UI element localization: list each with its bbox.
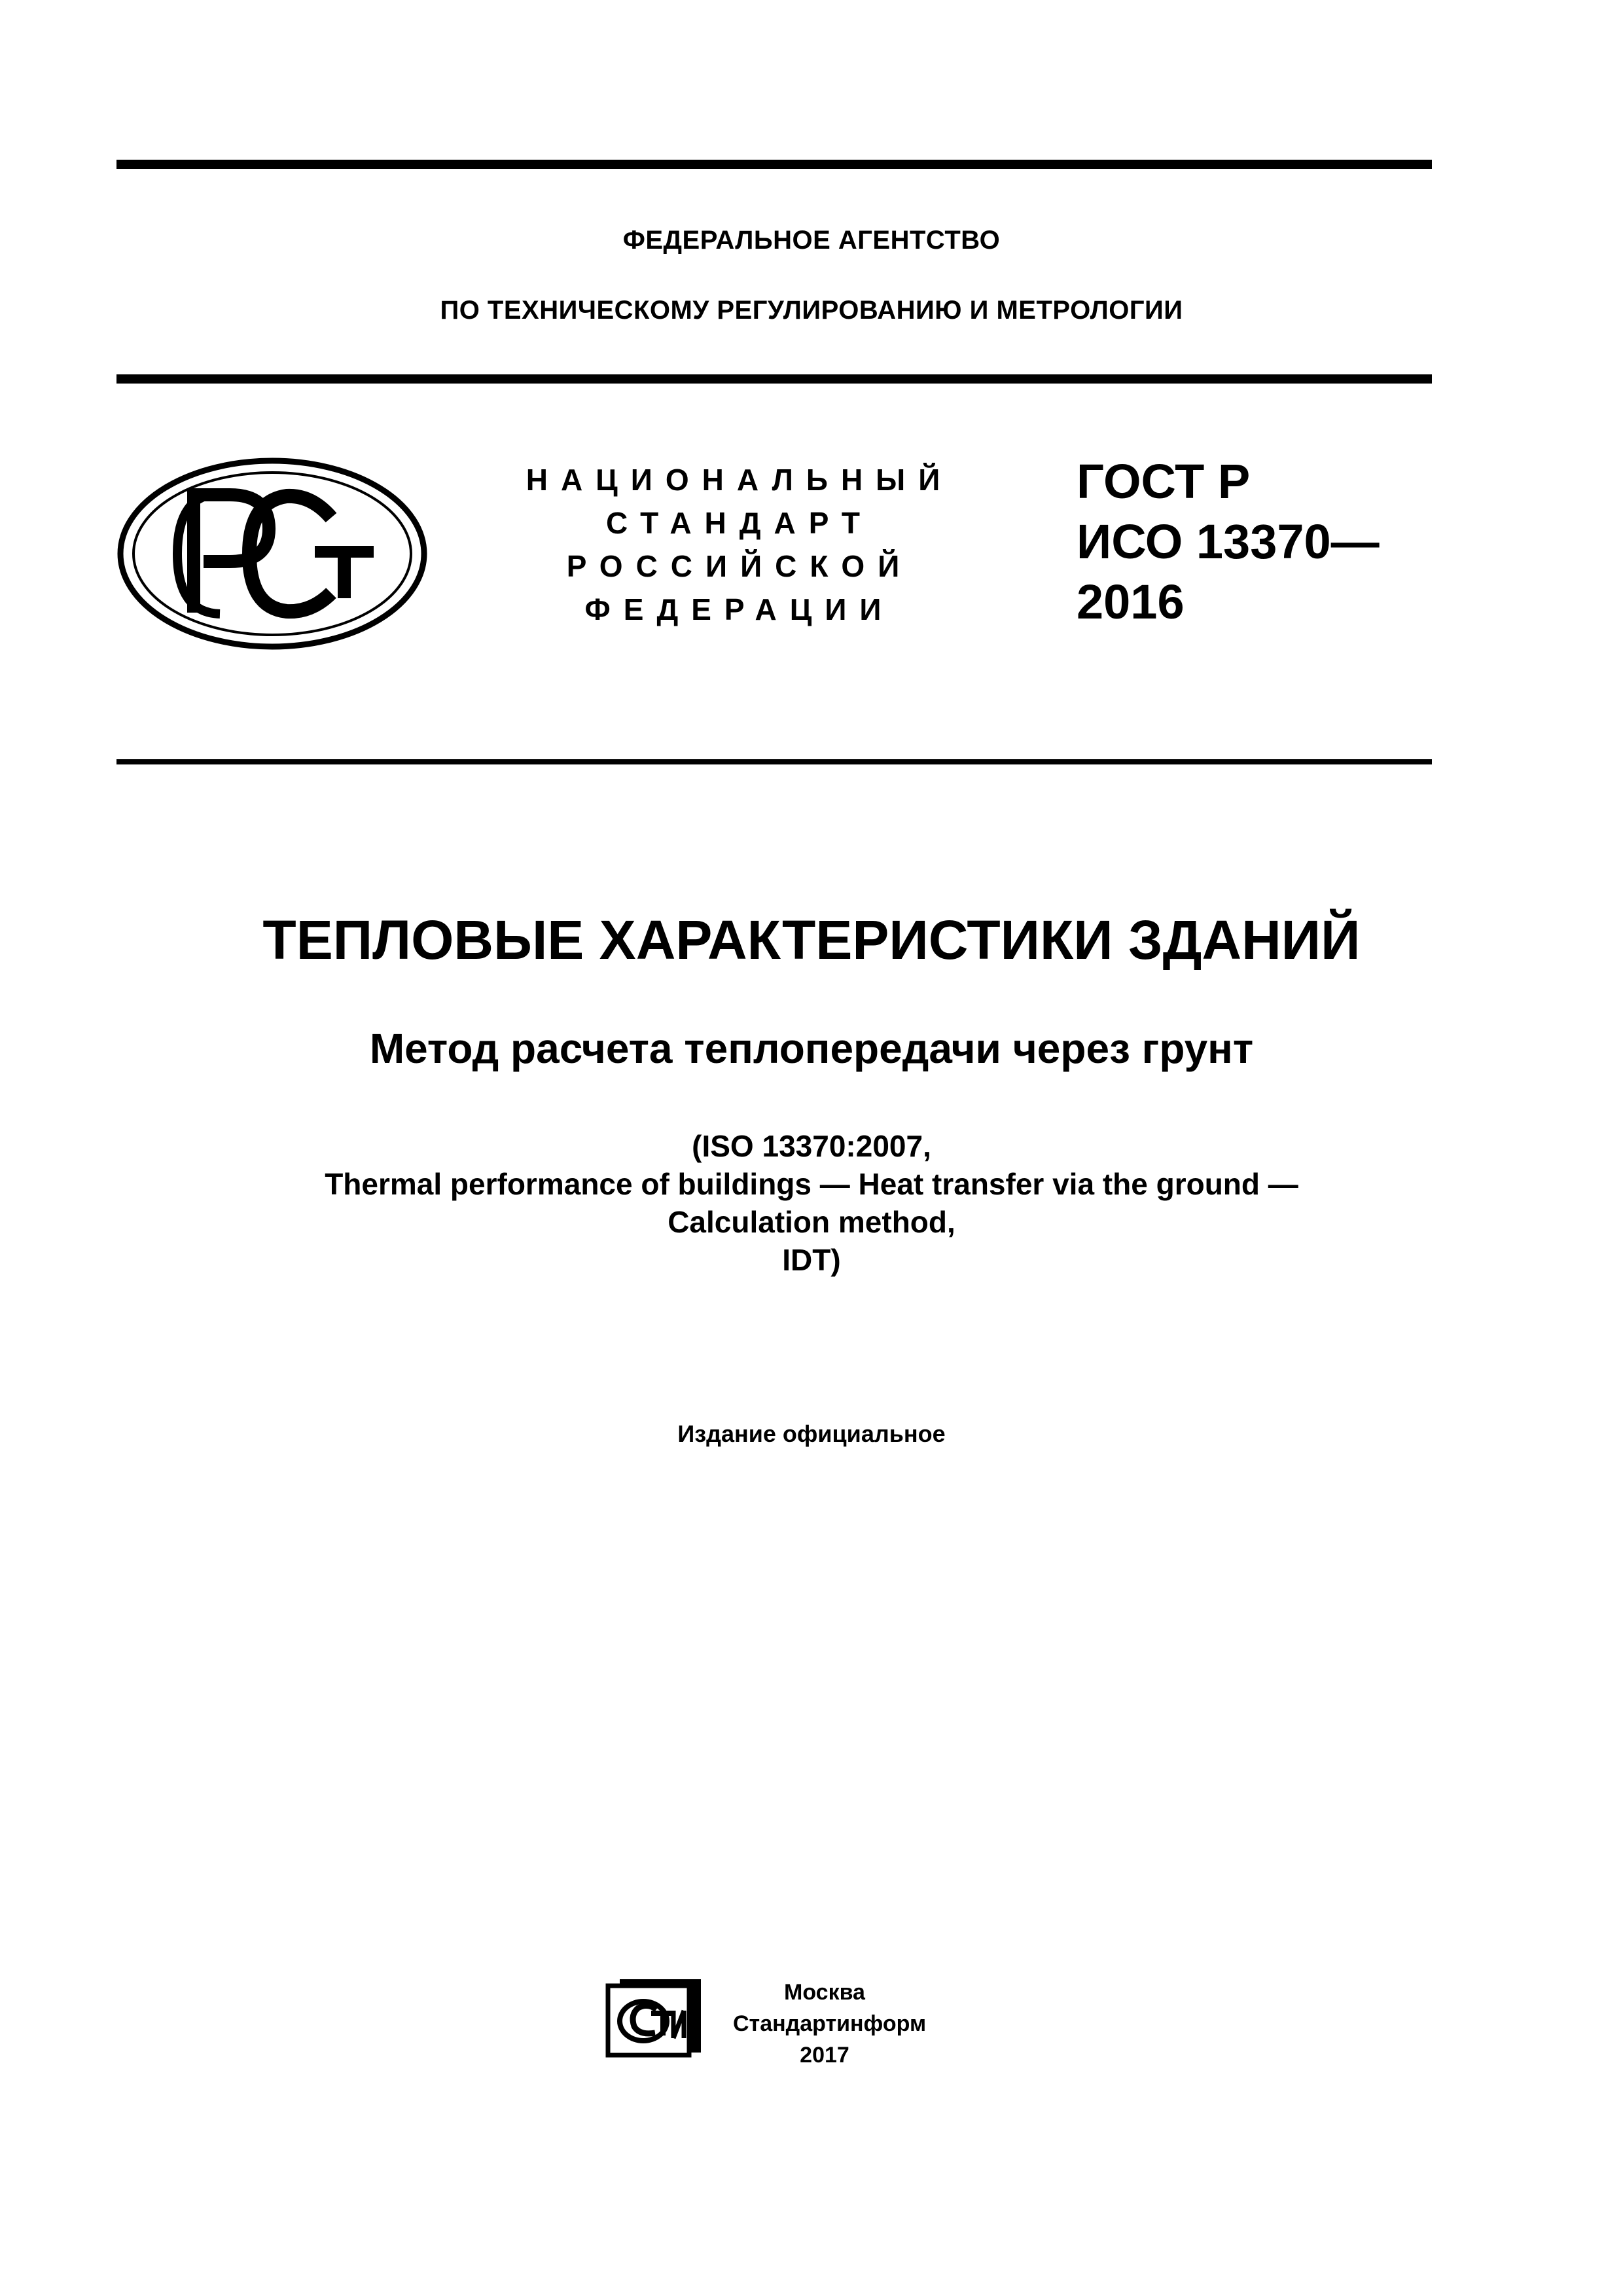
reference-line: (ISO 13370:2007, xyxy=(692,1129,931,1163)
designation-line: ИСО 13370— xyxy=(1077,514,1380,569)
publisher-city: Москва xyxy=(784,1980,865,2005)
designation-rule xyxy=(116,759,1432,764)
designation-line: ГОСТ Р xyxy=(1077,454,1251,509)
national-standard-line: ФЕДЕРАЦИИ xyxy=(584,592,895,626)
original-standard-reference xyxy=(0,1127,1623,1279)
publisher-info xyxy=(733,1977,927,2071)
national-standard-line: НАЦИОНАЛЬНЫЙ xyxy=(526,463,954,497)
reference-line: Thermal performance of buildings — Heat transfer via the ground — xyxy=(325,1167,1298,1201)
standartinform-logo-icon xyxy=(605,1975,704,2059)
standard-designation xyxy=(1077,452,1380,632)
publication-year: 2017 xyxy=(800,2043,849,2068)
designation-line: 2016 xyxy=(1077,575,1185,629)
document-title: ТЕПЛОВЫЕ ХАРАКТЕРИСТИКИ ЗДАНИЙ xyxy=(262,909,1361,971)
agency-name-line1: ФЕДЕРАЛЬНОЕ АГЕНТСТВО xyxy=(622,226,1001,255)
rst-logo-icon xyxy=(115,456,429,652)
header-rule xyxy=(116,374,1432,384)
top-rule xyxy=(116,160,1432,169)
agency-name-line2: ПО ТЕХНИЧЕСКОМУ РЕГУЛИРОВАНИЮ И МЕТРОЛОГИИ xyxy=(440,296,1183,325)
publisher-name: Стандартинформ xyxy=(733,2011,927,2036)
reference-line: Calculation method, xyxy=(668,1205,955,1239)
national-standard-line: СТАНДАРТ xyxy=(606,506,873,540)
edition-label: Издание официальное xyxy=(677,1420,946,1447)
reference-line: IDT) xyxy=(782,1243,841,1277)
national-standard-label xyxy=(497,458,982,631)
document-subtitle: Метод расчета теплопередачи через грунт xyxy=(369,1025,1254,1072)
national-standard-line: РОССИЙСКОЙ xyxy=(566,549,913,583)
